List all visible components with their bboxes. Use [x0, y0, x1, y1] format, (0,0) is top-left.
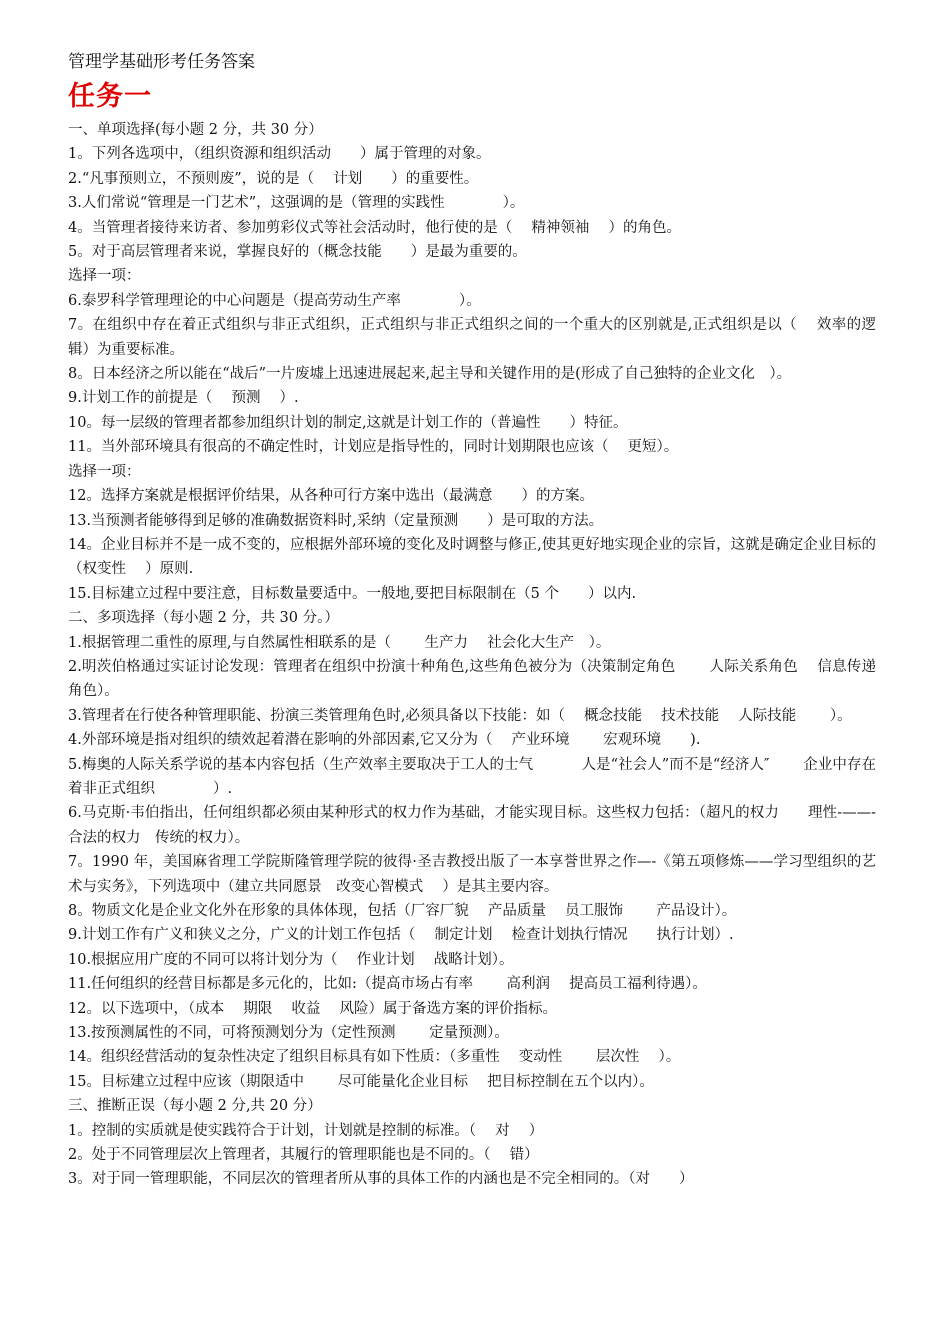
answer-line: 12。以下选项中，（成本 期限 收益 风险）属于备选方案的评价指标。 — [68, 1000, 558, 1017]
answer-line: 12。选择方案就是根据评价结果，从各种可行方案中选出（最满意 ）的方案。 — [68, 488, 594, 505]
answer-line: 选择一项： — [68, 463, 141, 480]
answer-line: 3。对于同一管理职能，不同层次的管理者所从事的具体工作的内涵也是不完全相同的。（对 ） — [68, 1171, 694, 1188]
answer-line: 4。当管理者接待来访者、参加剪彩仪式等社会活动时，他行使的是（ 精神领袖 ）的角色。 — [68, 219, 681, 236]
answer-line: 15.目标建立过程中要注意，目标数量要适中。一般地,要把目标限制在（5 个 ）以内. — [68, 585, 637, 602]
answer-line: 1.根据管理二重性的原理,与自然属性相联系的是（ 生产力 社会化大生产 ）。 — [68, 634, 611, 651]
answer-line: 11.任何组织的经营目标都是多元化的，比如:（提高市场占有率 高利润 提高员工福利待遇）。 — [68, 976, 707, 993]
answer-line: 2.“凡事预则立，不预则废”，说的是（ 计划 ）的重要性。 — [68, 170, 479, 187]
answer-line: 10。每一层级的管理者都参加组织计划的制定,这就是计划工作的（普遍性 ）特征。 — [68, 414, 628, 431]
answer-list — [68, 118, 876, 1192]
answer-line: 10.根据应用广度的不同可以将计划分为（ 作业计划 战略计划）。 — [68, 951, 514, 968]
answer-line: 2.明茨伯格通过实证讨论发现：管理者在组织中扮演十种角色,这些角色被分为（决策制定角色 人际关系角色 信息传递角色）。 — [68, 658, 876, 700]
task-heading: 任务一 — [68, 81, 152, 112]
answer-line: 9.计划工作的前提是（ 预测 ）. — [68, 390, 299, 407]
answer-line: 选择一项： — [68, 268, 141, 285]
answer-line: 1。下列各选项中，（组织资源和组织活动 ）属于管理的对象。 — [68, 146, 491, 163]
answer-line: 14。组织经营活动的复杂性决定了组织目标具有如下性质：（多重性 变动性 层次性 ）。 — [68, 1049, 681, 1066]
answer-line: 三、推断正误（每小题 2 分,共 20 分） — [68, 1098, 322, 1115]
document-title: 管理学基础形考任务答案 — [68, 52, 255, 72]
answer-line: 5.梅奥的人际关系学说的基本内容包括（生产效率主要取决于工人的士气 人是“社会人”而不是“经济人″ 企业中存在着非正式组织 ）. — [68, 756, 876, 797]
answer-line: 6.马克斯·韦伯指出，任何组织都必须由某种形式的权力作为基础，才能实现目标。这些权力包括：（超凡的权力 理性-——-合法的权力 传统的权力）。 — [68, 805, 876, 846]
answer-line: 4.外部环境是指对组织的绩效起着潜在影响的外部因素,它又分为（ 产业环境 宏观环境 ). — [68, 732, 701, 749]
answer-line: 一、单项选择(每小题 2 分，共 30 分） — [68, 122, 323, 138]
answer-line: 14。企业目标并不是一成不变的，应根据外部环境的变化及时调整与修正,使其更好地实现企业的宗旨，这就是确定企业目标的（权变性 ）原则. — [68, 536, 876, 578]
answer-line: 3.人们常说“管理是一门艺术”，这强调的是（管理的实践性 ）。 — [68, 195, 525, 212]
answer-line: 8。日本经济之所以能在“战后”一片废墟上迅速进展起来,起主导和关键作用的是(形成了自己独特的企业文化 ）。 — [68, 366, 792, 383]
answer-line: 11。当外部环境具有很高的不确定性时，计划应是指导性的，同时计划期限也应该（ 更短）。 — [68, 439, 679, 456]
answer-line: 3.管理者在行使各种管理职能、扮演三类管理角色时,必须具备以下技能：如（ 概念技能 技术技能 人际技能 ）。 — [68, 707, 852, 724]
answer-line: 13.按预测属性的不同，可将预测划分为（定性预测 定量预测）。 — [68, 1025, 509, 1042]
answer-line: 13.当预测者能够得到足够的准确数据资料时,采纳（定量预测 ）是可取的方法。 — [68, 512, 604, 529]
answer-line: 15。目标建立过程中应该（期限适中 尽可能量化企业目标 把目标控制在五个以内）。 — [68, 1073, 654, 1090]
answer-line: 8。物质文化是企业文化外在形象的具体体现，包括（厂容厂貌 产品质量 员工服饰 产品设计）。 — [68, 903, 737, 919]
answer-line: 9.计划工作有广义和狭义之分，广义的计划工作包括（ 制定计划 检查计划执行情况 执行计划）. — [68, 927, 734, 944]
answer-line: 1。控制的实质就是使实践符合于计划，计划就是控制的标准。（ 对 ） — [68, 1122, 544, 1139]
answer-line: 7。1990 年，美国麻省理工学院斯隆管理学院的彼得·圣吉教授出版了一本享誉世界之作—-《第五项修炼——学习型组织的艺术与实务》，下列选项中（建立共同愿景 改变心智模式 ）是其主要内容。 — [68, 854, 876, 895]
document-page — [68, 50, 876, 1192]
answer-line: 二、多项选择（每小题 2 分，共 30 分。） — [68, 610, 339, 627]
answer-line: 5。对于高层管理者来说，掌握良好的（概念技能 ）是最为重要的。 — [68, 244, 527, 261]
answer-line: 2。处于不同管理层次上管理者，其履行的管理职能也是不同的。（ 错） — [68, 1147, 539, 1164]
answer-line: 7。在组织中存在着正式组织与非正式组织，正式组织与非正式组织之间的一个重大的区别就是,正式组织是以（ 效率的逻辑）为重要标准。 — [68, 317, 876, 358]
answer-line: 6.泰罗科学管理理论的中心问题是（提高劳动生产率 ）。 — [68, 292, 481, 309]
